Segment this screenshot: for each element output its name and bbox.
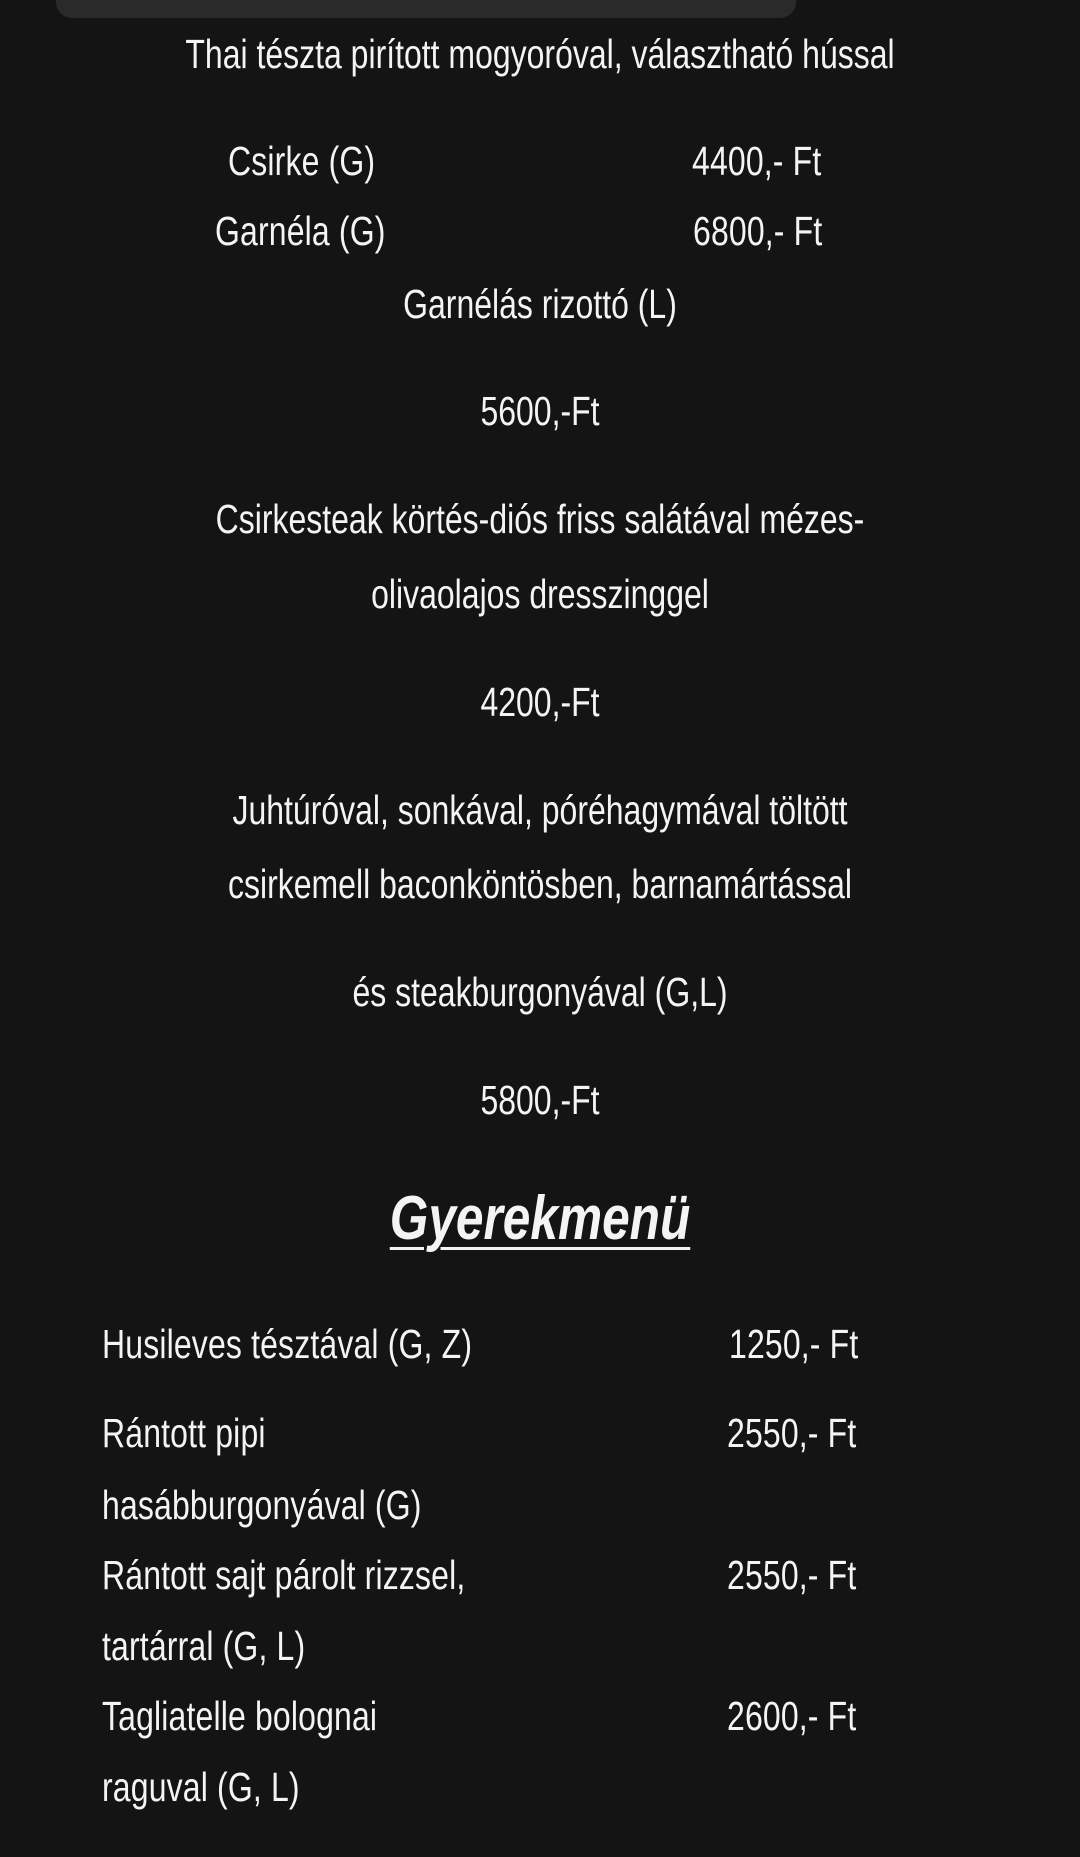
stuffed-chicken-title-line3: és steakburgonyával (G,L) xyxy=(352,969,728,1015)
stuffed-chicken-title-line2: csirkemell baconköntösben, barnamártással xyxy=(228,861,852,907)
kids-menu-heading: Gyerekmenü xyxy=(389,1184,691,1253)
kids-item-name-line2: hasábburgonyával (G) xyxy=(102,1482,422,1528)
risotto-title: Garnélás rizottó (L) xyxy=(403,281,677,327)
stuffed-chicken-title-line1: Juhtúróval, sonkával, póréhagymával töltött xyxy=(232,787,848,833)
chicken-steak-title-line2: olivaolajos dresszinggel xyxy=(371,571,709,617)
stuffed-chicken-price: 5800,-Ft xyxy=(480,1077,600,1123)
thai-option-price: 4400,- Ft xyxy=(692,138,822,184)
thai-option-price: 6800,- Ft xyxy=(693,208,823,254)
risotto-price: 5600,-Ft xyxy=(480,388,600,434)
kids-item-name: Rántott pipi xyxy=(102,1410,266,1456)
chicken-steak-price: 4200,-Ft xyxy=(480,679,600,725)
kids-item-name: Tagliatelle bolognai xyxy=(102,1693,378,1739)
kids-item-name-line2: tartárral (G, L) xyxy=(102,1623,306,1669)
top-overlay-bar xyxy=(56,0,796,18)
kids-item-price: 2550,- Ft xyxy=(727,1410,857,1456)
thai-option-name: Csirke (G) xyxy=(228,138,376,184)
kids-item-name: Husileves tésztával (G, Z) xyxy=(102,1321,473,1367)
kids-item-name-line2: raguval (G, L) xyxy=(102,1764,300,1810)
thai-noodle-title: Thai tészta pirított mogyoróval, választható hússal xyxy=(185,31,895,77)
thai-option-name: Garnéla (G) xyxy=(215,208,386,254)
kids-item-price: 2550,- Ft xyxy=(727,1552,857,1598)
kids-item-name: Rántott sajt párolt rizzsel, xyxy=(102,1552,466,1598)
kids-item-price: 1250,- Ft xyxy=(729,1321,859,1367)
kids-item-price: 2600,- Ft xyxy=(727,1693,857,1739)
chicken-steak-title-line1: Csirkesteak körtés-diós friss salátával mézes- xyxy=(215,496,865,542)
